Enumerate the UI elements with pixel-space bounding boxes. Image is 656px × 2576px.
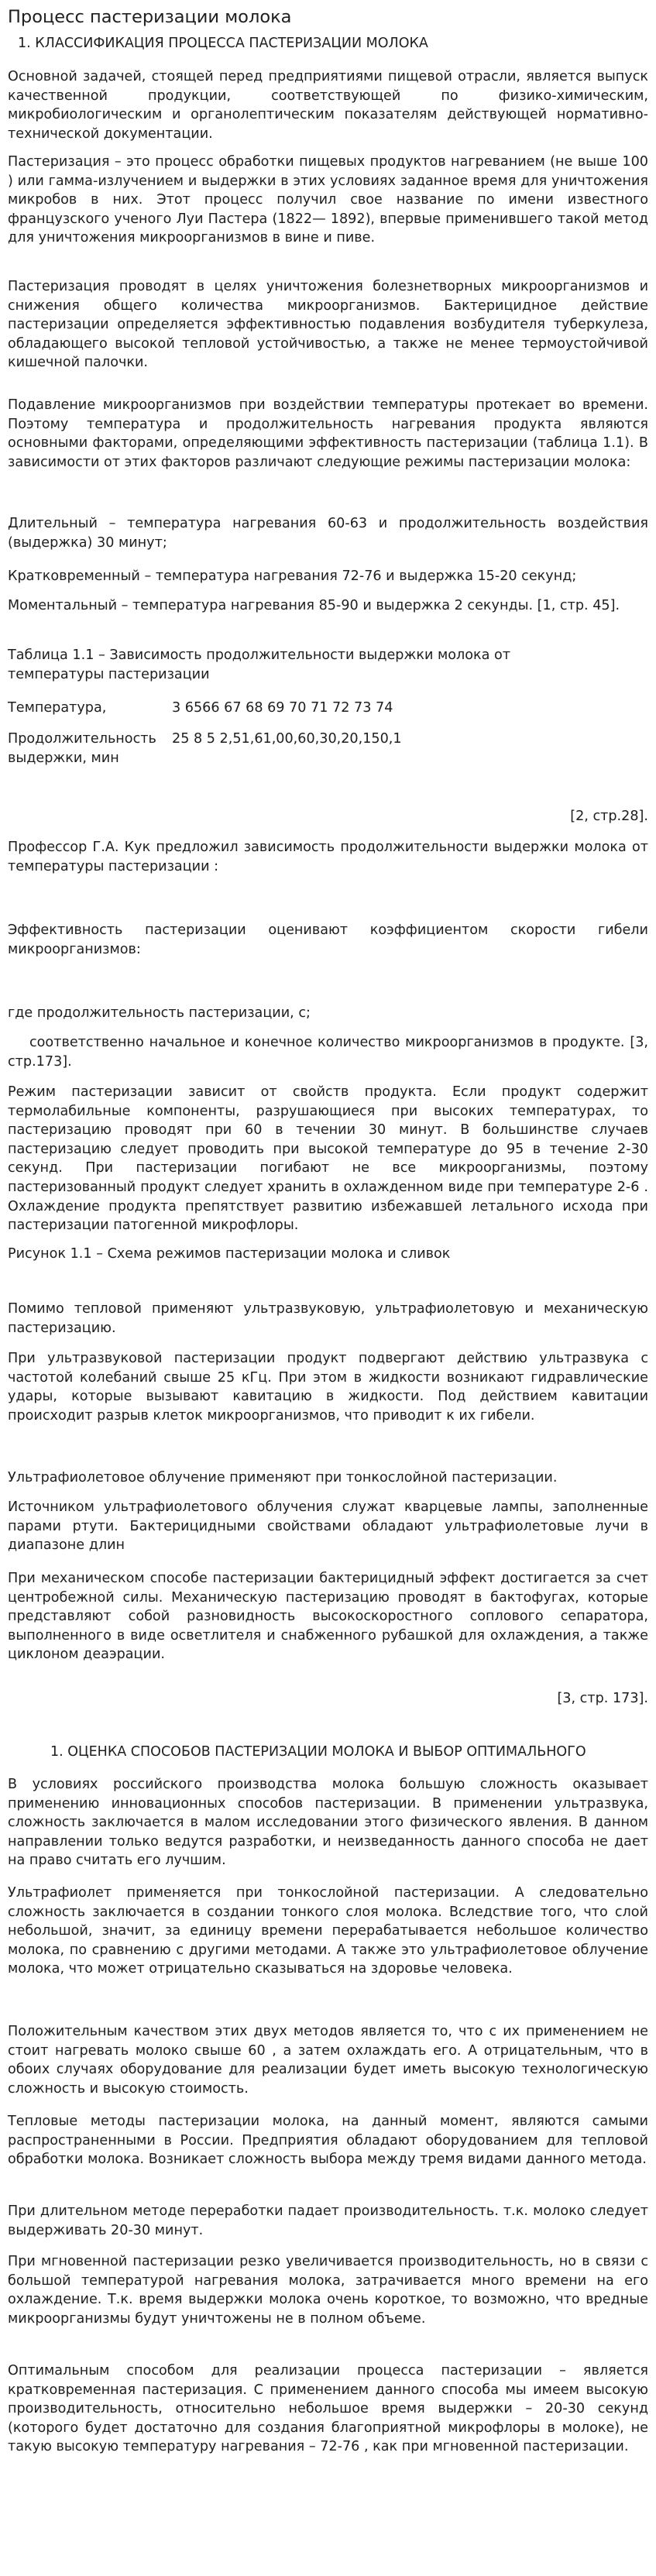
- table-row-duration: [8, 730, 156, 749]
- figure-caption: Рисунок 1.1 – Схема режимов пастеризации молока и сливок: [8, 1246, 451, 1262]
- section-heading-evaluation: 1. ОЦЕНКА СПОСОБОВ ПАСТЕРИЗАЦИИ МОЛОКА И ВЫБОР ОПТИМАЛЬНОГО: [50, 1744, 586, 1760]
- paragraph: В условиях российского производства молока большую сложность оказывает применению инновационных способов пастеризации. В применении ультразвука, сложность заключается в малом исследовании этого физического явления. В данном направлении только ведутся разработки, и неизведанность данного способа не дает на право считать его лучшим.: [8, 1777, 648, 1869]
- paragraph: Пастеризация проводят в целях уничтожения болезнетворных микроорганизмов и снижения общего количества микроорганизмов. Бактерицидное действие пастеризации определяется эффективностью подавления возбудителя туберкулеза, обладающего высокой тепловой устойчивостью, а также не менее термоустойчивой кишечной палочки.: [8, 279, 648, 371]
- paragraph: Ультрафиолет применяется при тонкослойной пастеризации. А следовательно сложность заключается в создании тонкого слоя молока. Вследствие того, что слой небольшой, значит, за единицу времени перерабатывается небольшое количество молока, по сравнению с другими методами. А также это ультрафиолетовое облучение молока, что может отрицательно сказываться на здоровье человека.: [8, 1885, 648, 1977]
- paragraph: Оптимальным способом для реализации процесса пастеризации – является кратковременная пастеризация. С применением данного способа мы имеем высокую производительность, относительно небольшое время выдержки – 20-30 секунд (которого будет достаточно для создания благоприятной микрофлоры в молоке), не такую высокую температуру нагревания – 72-76 , как при мгновенной пастеризации.: [8, 2363, 648, 2455]
- citation: [2, стр.28].: [570, 809, 648, 824]
- table-values-duration: 25 8 5 2,51,61,00,60,30,20,150,1: [172, 731, 402, 747]
- table-label: Температура,: [8, 700, 107, 716]
- paragraph: Помимо тепловой применяют ультразвуковую, ультрафиолетовую и механическую пастеризацию.: [8, 1301, 648, 1336]
- paragraph: Подавление микроорганизмов при воздействии температуры протекает во времени. Поэтому температура и продолжительность нагревания продукта являются основными факторами, определяющими эффективность пастеризации (таблица 1.1). В зависимости от этих факторов различают следующие режимы пастеризации молока:: [8, 397, 648, 470]
- paragraph: Пастеризация – это процесс обработки пищевых продуктов нагреванием (не выше 100 ) или гамма-излучением и выдержки в этих условиях заданное время для уничтожения микробов в них. Этот процесс получил свое название по имени известного французского ученого Луи Пастера (1822— 1892), впервые применившего такой метод для уничтожения микроорганизмов в вине и пиве.: [8, 154, 648, 246]
- table-values-temperature: 3 6566 67 68 69 70 71 72 73 74: [172, 700, 393, 716]
- table-label: Продолжительность: [8, 731, 156, 747]
- paragraph: Режим пастеризации зависит от свойств продукта. Если продукт содержит термолабильные компоненты, разрушающиеся при высоких температурах, то пастеризацию проводят при 60 в течении 30 минут. В большинстве случаев пастеризацию следует проводить при высокой температуре до 95 в течение 2-30 секунд. При пастеризации погибают не все микроорганизмы, поэтому пастеризованный продукт следует хранить в охлажденном виде при температуре 2-6 . Охлаждение продукта препятствует развитию избежавшей летального исхода при пастеризации патогенной микрофлоры.: [8, 1084, 648, 1234]
- paragraph: Кратковременный – температура нагревания 72-76 и выдержка 15-20 секунд;: [8, 568, 577, 584]
- paragraph: Положительным качеством этих двух методов является то, что с их применением не стоит нагревать молоко свыше 60 , а затем охлаждать его. А отрицательным, что в обоих случаях оборудование для реализации будет иметь высокую технологическую сложность и высокую стоимость.: [8, 2024, 648, 2097]
- paragraph: При длительном методе переработки падает производительность. т.к. молоко следует выдерживать 20-30 минут.: [8, 2203, 648, 2238]
- citation: [3, стр. 173].: [557, 1691, 648, 1706]
- page-title: Процесс пастеризации молока: [8, 7, 292, 27]
- paragraph: Длительный – температура нагревания 60-63 и продолжительность воздействия (выдержка) 30 минут;: [8, 516, 648, 551]
- paragraph: При мгновенной пастеризации резко увеличивается производительность, но в связи с большой температурой нагревания молока, затрачивается много времени на его охлаждение. Т.к. время выдержки молока очень короткое, то возможно, что вредные микроорганизмы будут уничтожены не в полном объеме.: [8, 2254, 648, 2327]
- paragraph: где продолжительность пастеризации, с;: [8, 1005, 311, 1021]
- table-label-cont: выдержки, мин: [8, 750, 119, 766]
- paragraph: Основной задачей, стоящей перед предприятиями пищевой отрасли, является выпуск качественной продукции, соответствующей по физико-химическим, микробиологическим и органолептическим показателям действующей нормативно-технической документации.: [8, 69, 648, 142]
- paragraph: Источником ультрафиолетового облучения служат кварцевые лампы, заполненные парами ртути. Бактерицидными свойствами обладают ультрафиолетовые лучи в диапазоне длин: [8, 1499, 648, 1554]
- paragraph: соответственно начальное и конечное количество микроорганизмов в продукте. [3, стр.173].: [8, 1035, 648, 1070]
- paragraph: Профессор Г.А. Кук предложил зависимость продолжительности выдержки молока от температуры пастеризации :: [8, 840, 648, 874]
- paragraph: Ультрафиолетовое облучение применяют при тонкослойной пастеризации.: [8, 1470, 558, 1485]
- table-caption: Таблица 1.1 – Зависимость продолжительности выдержки молока от температуры пастеризации: [8, 647, 511, 682]
- paragraph: При ультразвуковой пастеризации продукт подвергают действию ультразвука с частотой колебаний свыше 25 кГц. При этом в жидкости возникают гидравлические удары, которые вызывают кавитацию в жидкости. Под действием кавитации происходит разрыв клеток микроорганизмов, что приводит к их гибели.: [8, 1351, 648, 1424]
- section-heading-classification: 1. КЛАССИФИКАЦИЯ ПРОЦЕССА ПАСТЕРИЗАЦИИ МОЛОКА: [18, 36, 428, 51]
- paragraph: При механическом способе пастеризации бактерицидный эффект достигается за счет центробежной силы. Механическую пастеризацию проводят в бактофугах, которые представляют собой разновидность высокоскоростного соплового сепаратора, выполненного в виде осветлителя и снабженного рубашкой для охлаждения, а также циклоном деаэрации.: [8, 1571, 648, 1663]
- paragraph: Моментальный – температура нагревания 85-90 и выдержка 2 секунды. [1, стр. 45].: [8, 598, 620, 613]
- paragraph: Тепловые методы пастеризации молока, на данный момент, являются самыми распространенными в России. Предприятия обладают оборудованием для тепловой обработки молока. Возникает сложность выбора между тремя видами данного метода.: [8, 2114, 648, 2168]
- table-row-temperature: [8, 699, 106, 718]
- paragraph: Эффективность пастеризации оценивают коэффициентом скорости гибели микроорганизмов:: [8, 922, 648, 957]
